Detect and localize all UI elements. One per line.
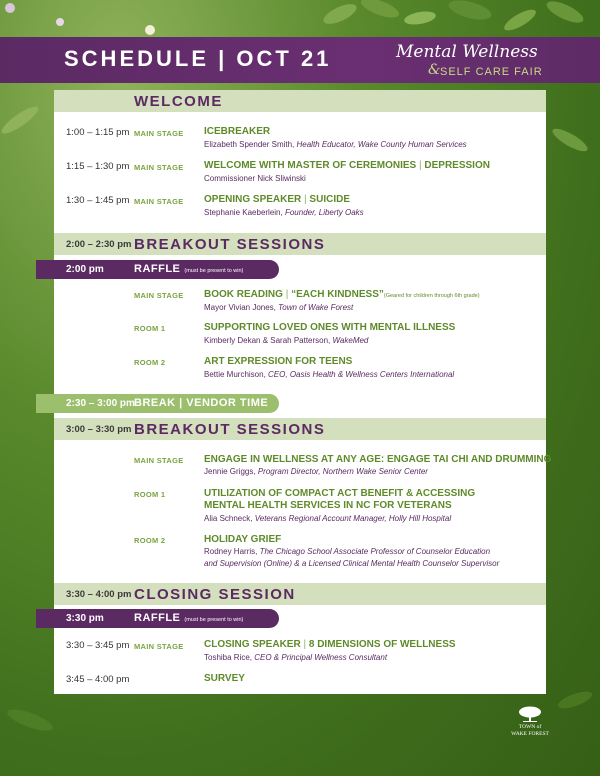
session-title: HOLIDAY GRIEF: [204, 534, 282, 545]
event-logo-title: Mental Wellness: [396, 42, 538, 62]
raffle-time: 3:30 pm: [66, 613, 104, 624]
section-time: 2:00 – 2:30 pm: [66, 239, 132, 250]
section-title: BREAKOUT SESSIONS: [134, 421, 326, 438]
session-venue: MAIN STAGE: [134, 197, 184, 206]
session-venue: MAIN STAGE: [134, 456, 184, 465]
event-logo-subtitle: SELF CARE FAIR: [440, 66, 543, 78]
session-time: 1:15 – 1:30 pm: [66, 161, 130, 172]
event-logo-ampersand: &: [428, 62, 441, 78]
session-speaker: Jennie Griggs, Program Director, Northern Wake Senior Center: [204, 467, 428, 476]
section-title: CLOSING SESSION: [134, 586, 296, 603]
raffle-time: 2:00 pm: [66, 264, 104, 275]
section-time: 3:00 – 3:30 pm: [66, 424, 132, 435]
session-speaker: Rodney Harris, The Chicago School Associate Professor of Counselor Education: [204, 547, 491, 556]
session-venue: ROOM 1: [134, 324, 166, 333]
session-title: CLOSING SPEAKER | 8 DIMENSIONS OF WELLNESS: [204, 639, 456, 650]
section-band-welcome: [54, 90, 546, 112]
section-title: BREAKOUT SESSIONS: [134, 236, 326, 253]
session-title: SUPPORTING LOVED ONES WITH MENTAL ILLNESS: [204, 322, 456, 333]
session-venue: MAIN STAGE: [134, 163, 184, 172]
session-venue: MAIN STAGE: [134, 642, 184, 651]
session-speaker: Kimberly Dekan & Sarah Patterson, WakeMed: [204, 336, 369, 345]
town-logo-text: TOWN of WAKE FOREST: [511, 724, 549, 737]
session-title: ART EXPRESSION FOR TEENS: [204, 356, 353, 367]
session-venue: ROOM 2: [134, 536, 166, 545]
raffle-banner: [36, 609, 279, 628]
session-time: 3:45 – 4:00 pm: [66, 674, 130, 685]
session-title: ENGAGE IN WELLNESS AT ANY AGE: ENGAGE TAI CHI AND DRUMMING: [204, 454, 552, 465]
session-title: ICEBREAKER: [204, 126, 271, 137]
break-banner: [36, 394, 279, 413]
session-speaker: Mayor Vivian Jones, Town of Wake Forest: [204, 303, 354, 312]
session-speaker: Commissioner Nick Sliwinski: [204, 174, 306, 183]
session-speaker: Toshiba Rice, CEO & Principal Wellness Consultant: [204, 653, 388, 662]
session-title: OPENING SPEAKER | SUICIDE: [204, 194, 350, 205]
raffle-label: RAFFLE (must be present to win): [134, 263, 244, 275]
oak-tree-icon: [518, 706, 542, 722]
session-title-line2: MENTAL HEALTH SERVICES IN NC FOR VETERANS: [204, 500, 452, 511]
session-speaker: Alia Schneck, Veterans Regional Account Manager, Holly Hill Hospital: [204, 514, 452, 523]
session-venue: MAIN STAGE: [134, 291, 184, 300]
session-venue: MAIN STAGE: [134, 129, 184, 138]
section-time: 3:30 – 4:00 pm: [66, 589, 132, 600]
session-title: SURVEY: [204, 673, 245, 684]
session-title: BOOK READING | “EACH KINDNESS”(Geared for children through 6th grade): [204, 289, 480, 300]
session-speaker: Elizabeth Spender Smith, Health Educator, Wake County Human Services: [204, 140, 467, 149]
session-venue: ROOM 1: [134, 490, 166, 499]
raffle-banner: [36, 260, 279, 279]
session-title: UTILIZATION OF COMPACT ACT BENEFIT & ACCESSING: [204, 488, 476, 499]
session-speaker: Stephanie Kaeberlein, Founder, Liberty Oaks: [204, 208, 364, 217]
break-label: BREAK | VENDOR TIME: [134, 397, 269, 409]
session-time: 1:30 – 1:45 pm: [66, 195, 130, 206]
session-time: 3:30 – 3:45 pm: [66, 640, 130, 651]
session-venue: ROOM 2: [134, 358, 166, 367]
break-time: 2:30 – 3:00 pm: [66, 398, 135, 409]
session-speaker-line2: and Supervision (Online) & a Licensed Clinical Mental Health Counselor Supervisor: [204, 559, 500, 568]
section-title: WELCOME: [134, 93, 223, 110]
session-speaker: Bettie Murchison, CEO, Oasis Health & Wellness Centers International: [204, 370, 455, 379]
raffle-label: RAFFLE (must be present to win): [134, 612, 244, 624]
session-time: 1:00 – 1:15 pm: [66, 127, 130, 138]
session-title: WELCOME WITH MASTER OF CEREMONIES | DEPRESSION: [204, 160, 490, 171]
page-title: SCHEDULE | OCT 21: [64, 46, 332, 71]
